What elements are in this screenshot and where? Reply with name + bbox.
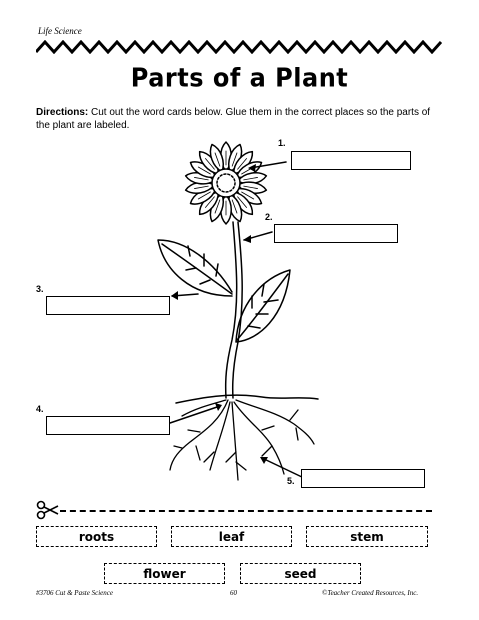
footer-page-number: 60 xyxy=(230,589,237,597)
footer-book-title: #3706 Cut & Paste Science xyxy=(36,589,113,597)
label-number-3: 3. xyxy=(36,284,44,294)
pointer-line-5 xyxy=(262,458,304,478)
page-title: Parts of a Plant xyxy=(130,62,349,94)
label-number-4: 4. xyxy=(36,404,44,414)
label-box-5[interactable] xyxy=(301,469,425,488)
soil-line xyxy=(176,395,318,403)
label-box-4[interactable] xyxy=(46,416,170,435)
stem xyxy=(226,222,237,398)
label-box-3[interactable] xyxy=(46,296,170,315)
label-box-1[interactable] xyxy=(291,151,411,170)
cut-line xyxy=(60,510,432,512)
subject-label: Life Science xyxy=(38,26,82,36)
left-leaf xyxy=(158,240,232,296)
label-number-5: 5. xyxy=(287,476,295,486)
directions-text: Cut out the word cards below. Glue them in the correct places so the parts of the plant are labeled. xyxy=(36,107,431,131)
label-number-1: 1. xyxy=(278,138,286,148)
label-box-2[interactable] xyxy=(274,224,398,243)
word-card-seed[interactable]: seed xyxy=(240,563,361,584)
pointer-line-4 xyxy=(170,406,220,423)
label-number-2: 2. xyxy=(265,212,273,222)
right-leaf xyxy=(236,270,290,342)
directions-label: Directions: xyxy=(36,107,89,118)
roots xyxy=(170,400,314,480)
word-card-stem[interactable]: stem xyxy=(306,526,428,547)
word-card-roots[interactable]: roots xyxy=(36,526,157,547)
word-card-leaf[interactable]: leaf xyxy=(171,526,292,547)
footer-copyright: ©Teacher Created Resources, Inc. xyxy=(322,589,419,597)
scissors-icon xyxy=(36,500,60,520)
word-card-flower[interactable]: flower xyxy=(104,563,225,584)
